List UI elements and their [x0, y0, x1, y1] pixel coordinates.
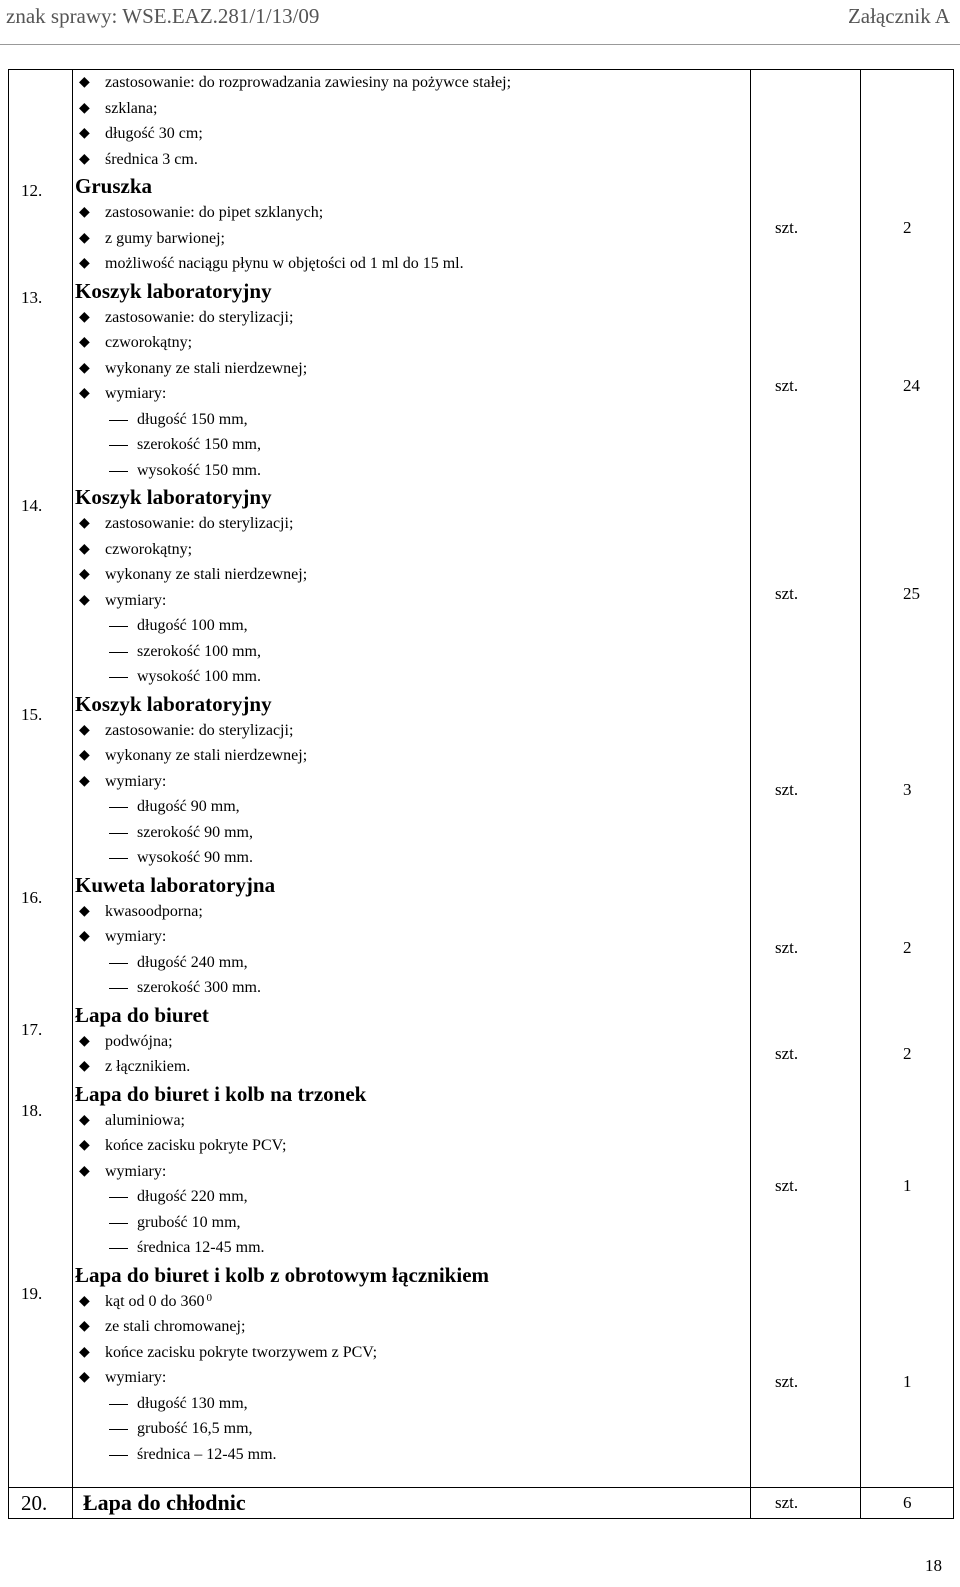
diamond-bullet-icon: ◆	[79, 230, 90, 246]
superscript: 0	[206, 1291, 213, 1304]
diamond-bullet-icon: ◆	[79, 773, 90, 789]
bullet-item	[73, 1108, 750, 1134]
bullet-item	[73, 924, 750, 950]
item-unit: szt.	[775, 584, 799, 604]
diamond-bullet-icon: ◆	[79, 541, 90, 557]
item-number: 12.	[21, 181, 43, 200]
item-number: 14.	[21, 496, 43, 515]
diamond-bullet-icon: ◆	[79, 151, 90, 167]
sub-item-text: szerokość 90 mm,	[137, 823, 253, 841]
bullet-item	[73, 1159, 750, 1185]
bullet-text: wymiary:	[105, 591, 167, 609]
bullet-text: możliwość naciągu płynu w objętości od 1 ml do 15 ml.	[105, 255, 464, 272]
sub-item-text: wysokość 100 mm.	[137, 668, 261, 685]
dash-marker	[109, 833, 128, 834]
diamond-bullet-icon: ◆	[79, 100, 90, 116]
sub-item-text: długość 130 mm,	[137, 1394, 248, 1412]
bullet-item	[73, 96, 750, 122]
bullet-text: zastosowanie: do rozprowadzania zawiesiny na pożywce stałej;	[105, 74, 512, 91]
bullet-item	[73, 226, 750, 252]
sub-item-text: grubość 16,5 mm,	[137, 1420, 253, 1437]
bullet-text: zastosowanie: do sterylizacji;	[105, 515, 294, 532]
item-unit: szt.	[751, 1488, 861, 1519]
dash-marker	[109, 807, 128, 808]
sub-item	[73, 1416, 750, 1442]
bullet-text: długość 30 cm;	[105, 125, 203, 142]
diamond-bullet-icon: ◆	[79, 309, 90, 325]
item-number: 18.	[21, 1100, 43, 1120]
bullet-item	[73, 1289, 750, 1315]
item-title: Kuweta laboratoryjna	[75, 872, 276, 897]
item-unit: szt.	[775, 780, 799, 799]
bullet-text: końce zacisku pokryte PCV;	[105, 1137, 287, 1154]
item-number: 20.	[9, 1488, 73, 1519]
bullet-item	[73, 769, 750, 795]
item-title: Koszyk laboratoryjny	[75, 278, 272, 303]
sub-item	[73, 820, 750, 846]
bullet-item	[73, 562, 750, 588]
sub-item-text: średnica – 12-45 mm.	[137, 1445, 277, 1463]
diamond-bullet-icon: ◆	[79, 903, 90, 919]
sub-item-text: długość 240 mm,	[137, 953, 248, 971]
bullet-item	[73, 121, 750, 147]
bullet-text: wymiary:	[105, 385, 167, 402]
dash-marker	[109, 652, 128, 653]
sub-item-text: grubość 10 mm,	[137, 1213, 241, 1231]
bullet-text: średnica 3 cm.	[105, 150, 198, 168]
dash-marker	[109, 471, 128, 472]
sub-item-text: szerokość 300 mm.	[137, 979, 261, 996]
diamond-bullet-icon: ◆	[79, 592, 90, 608]
dash-marker	[109, 626, 128, 627]
item-quantity: 6	[861, 1488, 954, 1519]
quantity-column	[861, 70, 954, 1488]
diamond-bullet-icon: ◆	[79, 360, 90, 376]
bullet-text: z łącznikiem.	[105, 1058, 191, 1075]
sub-item-text: długość 150 mm,	[137, 410, 248, 428]
item-unit: szt.	[775, 375, 799, 395]
diamond-bullet-icon: ◆	[79, 386, 90, 401]
bullet-text: ze stali chromowanej;	[105, 1318, 246, 1335]
page-header	[0, 0, 960, 44]
sub-item-text: długość 90 mm,	[137, 798, 240, 815]
diamond-bullet-icon: ◆	[79, 126, 90, 141]
case-number: znak sprawy: WSE.EAZ.281/1/13/09	[6, 4, 320, 28]
bullet-text: wykonany ze stali nierdzewnej;	[105, 747, 308, 764]
bullet-text: podwójna;	[105, 1032, 173, 1050]
unit-column	[751, 70, 861, 1488]
page-number: 18	[925, 1556, 942, 1575]
sub-item	[73, 1184, 750, 1210]
dash-marker	[109, 1197, 128, 1198]
bullet-item	[73, 200, 750, 226]
sub-item-text: wysokość 90 mm.	[137, 849, 253, 866]
diamond-bullet-icon: ◆	[79, 1138, 90, 1153]
item-quantity: 1	[903, 1176, 912, 1195]
diamond-bullet-icon: ◆	[79, 929, 90, 944]
bullet-text: kwasoodporna;	[105, 902, 203, 920]
bullet-item	[73, 1340, 750, 1366]
sub-item-text: długość 100 mm,	[137, 617, 248, 634]
diamond-bullet-icon: ◆	[79, 1033, 90, 1049]
bullet-text: z gumy barwionej;	[105, 229, 225, 247]
dash-marker	[109, 677, 128, 678]
bullet-text: wykonany ze stali nierdzewnej;	[105, 566, 308, 583]
sub-item	[73, 639, 750, 665]
item-title: Łapa do biuret	[75, 1002, 209, 1027]
bullet-item	[73, 899, 750, 925]
item-quantity: 24	[903, 375, 920, 395]
bullet-item	[73, 743, 750, 769]
diamond-bullet-icon: ◆	[79, 722, 90, 738]
sub-item	[73, 458, 750, 484]
description-column	[73, 70, 751, 1488]
bullet-item	[73, 305, 750, 331]
sub-item	[73, 613, 750, 639]
header-rule	[0, 44, 960, 45]
bullet-text: wymiary:	[105, 928, 167, 945]
sub-item-text: szerokość 100 mm,	[137, 642, 261, 660]
dash-marker	[109, 1223, 128, 1224]
dash-marker	[109, 963, 128, 964]
table-row-last	[9, 1488, 954, 1519]
dash-marker	[109, 445, 128, 446]
item-number: 13.	[21, 287, 43, 307]
item-block	[73, 1261, 750, 1468]
diamond-bullet-icon: ◆	[79, 1112, 90, 1128]
item-quantity: 2	[903, 1044, 912, 1063]
bullet-text: czworokątny;	[105, 540, 193, 558]
dash-marker	[109, 1455, 128, 1456]
item-quantity: 2	[903, 218, 912, 238]
item-block	[73, 871, 750, 1001]
table-row	[9, 70, 954, 1488]
bullet-item	[73, 1314, 750, 1340]
diamond-bullet-icon: ◆	[79, 1370, 90, 1385]
bullet-item	[73, 1029, 750, 1055]
bullet-text: czworokątny;	[105, 334, 193, 351]
bullet-text: aluminiowa;	[105, 1111, 185, 1129]
item-unit: szt.	[775, 1176, 799, 1195]
sub-item	[73, 1442, 750, 1468]
diamond-bullet-icon: ◆	[79, 1344, 90, 1360]
bullet-text: zastosowanie: do sterylizacji;	[105, 721, 294, 739]
bullet-text: szklana;	[105, 99, 158, 117]
diamond-bullet-icon: ◆	[79, 75, 90, 90]
sub-item	[73, 950, 750, 976]
sub-item	[73, 794, 750, 820]
bullet-item	[73, 1133, 750, 1159]
sub-item	[73, 432, 750, 458]
item-block	[73, 690, 750, 871]
bullet-text: zastosowanie: do sterylizacji;	[105, 308, 294, 326]
item-unit: szt.	[775, 1044, 799, 1063]
dash-marker	[109, 858, 128, 859]
item-unit: szt.	[775, 1371, 799, 1391]
sub-item-text: długość 220 mm,	[137, 1188, 248, 1205]
diamond-bullet-icon: ◆	[79, 516, 90, 531]
sub-item	[73, 845, 750, 871]
bullet-item	[73, 1365, 750, 1391]
bullet-item	[73, 588, 750, 614]
item-block	[73, 277, 750, 484]
sub-item	[73, 975, 750, 1001]
item-unit: szt.	[775, 218, 799, 238]
bullet-item	[73, 330, 750, 356]
specification-table	[8, 69, 954, 1519]
item-number: 15.	[21, 704, 43, 724]
number-column	[9, 70, 73, 1488]
item-block	[73, 1001, 750, 1080]
bullet-item	[73, 356, 750, 382]
item-number: 17.	[21, 1019, 43, 1039]
bullet-item	[73, 147, 750, 173]
bullet-item	[73, 1054, 750, 1080]
diamond-bullet-icon: ◆	[79, 256, 90, 271]
item-quantity: 2	[903, 937, 912, 957]
diamond-bullet-icon: ◆	[79, 1163, 90, 1179]
bullet-item	[73, 251, 750, 277]
dash-marker	[109, 988, 128, 989]
item-quantity: 1	[903, 1371, 912, 1391]
sub-item-text: wysokość 150 mm.	[137, 461, 261, 479]
item-unit: szt.	[775, 937, 799, 957]
bullet-text: końce zacisku pokryte tworzywem z PCV;	[105, 1343, 378, 1361]
item-title: Koszyk laboratoryjny	[75, 691, 272, 716]
sub-item	[73, 1391, 750, 1417]
item-block	[73, 70, 750, 172]
item-title: Łapa do biuret i kolb na trzonek	[75, 1081, 367, 1106]
diamond-bullet-icon: ◆	[79, 335, 90, 350]
sub-item-text: średnica 12-45 mm.	[137, 1239, 265, 1256]
diamond-bullet-icon: ◆	[79, 1293, 90, 1309]
item-number: 16.	[21, 887, 43, 907]
bullet-text: wymiary:	[105, 1162, 167, 1180]
bullet-item	[73, 537, 750, 563]
bullet-item	[73, 381, 750, 407]
dash-marker	[109, 420, 128, 421]
item-title: Koszyk laboratoryjny	[75, 485, 272, 509]
dash-marker	[109, 1429, 128, 1430]
diamond-bullet-icon: ◆	[79, 1319, 90, 1334]
item-title: Gruszka	[75, 174, 153, 198]
diamond-bullet-icon: ◆	[79, 1059, 90, 1074]
item-title: Łapa do chłodnic	[83, 1490, 246, 1515]
item-description	[73, 1488, 751, 1519]
sub-item	[73, 1235, 750, 1261]
attachment-label: Załącznik A	[847, 4, 950, 28]
item-number: 19.	[21, 1283, 43, 1303]
bullet-text: wymiary:	[105, 772, 167, 790]
item-block	[73, 483, 750, 690]
bullet-item	[73, 70, 750, 96]
diamond-bullet-icon: ◆	[79, 567, 90, 582]
item-block	[73, 1080, 750, 1261]
item-block	[73, 172, 750, 277]
bullet-text: wymiary:	[105, 1369, 167, 1386]
diamond-bullet-icon: ◆	[79, 205, 90, 220]
bullet-text: kąt od 0 do 360	[105, 1292, 205, 1310]
diamond-bullet-icon: ◆	[79, 748, 90, 763]
item-title: Łapa do biuret i kolb z obrotowym łącznikiem	[75, 1262, 490, 1287]
bullet-item	[73, 511, 750, 537]
bullet-text: zastosowanie: do pipet szklanych;	[105, 204, 324, 221]
item-quantity: 25	[903, 584, 920, 604]
sub-item	[73, 664, 750, 690]
item-quantity: 3	[903, 780, 912, 799]
sub-item	[73, 1210, 750, 1236]
bullet-text: wykonany ze stali nierdzewnej;	[105, 359, 308, 377]
sub-item	[73, 407, 750, 433]
sub-item-text: szerokość 150 mm,	[137, 436, 261, 453]
dash-marker	[109, 1248, 128, 1249]
bullet-item	[73, 718, 750, 744]
dash-marker	[109, 1404, 128, 1405]
